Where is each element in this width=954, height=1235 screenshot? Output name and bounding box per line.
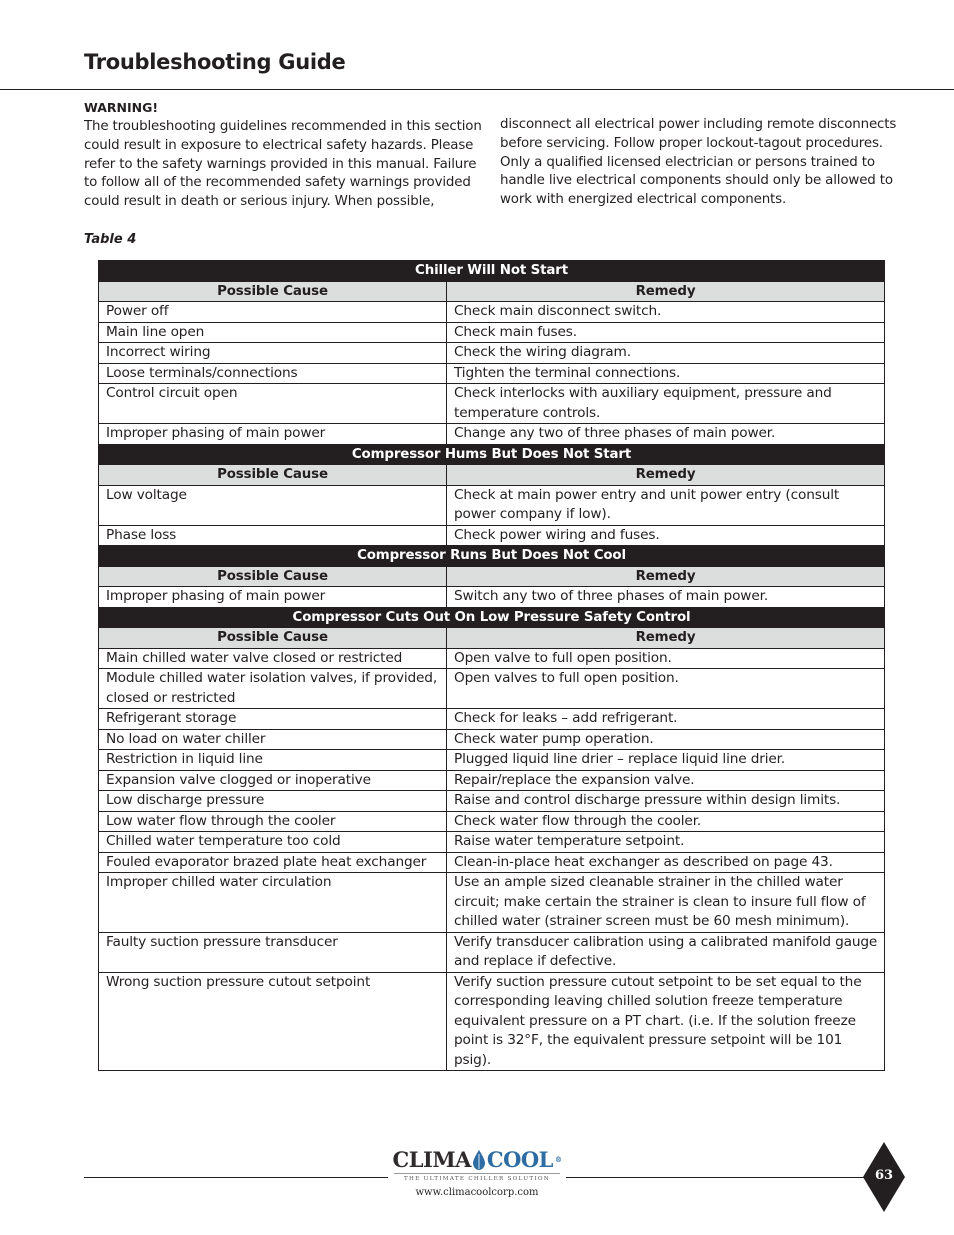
cause-cell: Wrong suction pressure cutout setpoint (99, 972, 447, 1071)
column-header-row (99, 281, 885, 302)
remedy-cell: Check at main power entry and unit power entry (consult power company if low). (447, 485, 885, 525)
table-row (99, 873, 885, 933)
remedy-cell: Plugged liquid line drier – replace liquid line drier. (447, 750, 885, 771)
table-row (99, 932, 885, 972)
section-title: Chiller Will Not Start (99, 261, 885, 282)
table-row (99, 709, 885, 730)
water-drop-icon (473, 1150, 485, 1170)
column-header-possible-cause: Possible Cause (99, 628, 447, 649)
page-title: Troubleshooting Guide (84, 50, 346, 74)
footer-divider-left (84, 1177, 388, 1178)
cause-cell: Phase loss (99, 525, 447, 546)
troubleshooting-table (98, 260, 885, 1071)
remedy-cell: Check water flow through the cooler. (447, 811, 885, 832)
logo-tagline: THE ULTIMATE CHILLER SOLUTION (394, 1173, 560, 1182)
cause-cell: Refrigerant storage (99, 709, 447, 730)
cause-cell: Module chilled water isolation valves, if provided, closed or restricted (99, 669, 447, 709)
table-row (99, 363, 885, 384)
remedy-cell: Check interlocks with auxiliary equipment, pressure and temperature controls. (447, 384, 885, 424)
warning-text-column-1: The troubleshooting guidelines recommended in this section could result in exposure to electrical safety hazards. Please refer to the safety warnings provided in this manual. Failure to follow all of the recommended safety warnings provided could result in death or serious injury. When possible, (84, 119, 482, 210)
remedy-cell: Use an ample sized cleanable strainer in the chilled water circuit; make certain the strainer is clean to insure full flow of chilled water (strainer screen must be 60 mesh minimum). (447, 873, 885, 933)
column-header-possible-cause: Possible Cause (99, 465, 447, 486)
section-title: Compressor Cuts Out On Low Pressure Safety Control (99, 607, 885, 628)
remedy-cell: Check power wiring and fuses. (447, 525, 885, 546)
table-caption: Table 4 (84, 232, 137, 247)
cause-cell: Low voltage (99, 485, 447, 525)
table-row (99, 729, 885, 750)
page-number: 63 (874, 1168, 894, 1183)
remedy-cell: Verify suction pressure cutout setpoint to be set equal to the corresponding leaving chilled solution freeze temperature equivalent pressure on a PT chart. (i.e. If the solution freeze point is 32°F, the equivalent pressure setpoint will be 101 psig). (447, 972, 885, 1071)
section-header-row (99, 546, 885, 567)
table-row (99, 750, 885, 771)
column-header-row (99, 628, 885, 649)
table-row (99, 302, 885, 323)
cause-cell: Fouled evaporator brazed plate heat exchanger (99, 852, 447, 873)
footer-divider-right (566, 1177, 864, 1178)
column-header-remedy: Remedy (447, 465, 885, 486)
column-header-remedy: Remedy (447, 566, 885, 587)
section-title: Compressor Runs But Does Not Cool (99, 546, 885, 567)
column-header-row (99, 566, 885, 587)
table-row (99, 832, 885, 853)
table-row (99, 669, 885, 709)
cause-cell: Restriction in liquid line (99, 750, 447, 771)
table-row (99, 972, 885, 1071)
cause-cell: Incorrect wiring (99, 343, 447, 364)
table-row (99, 587, 885, 608)
column-header-possible-cause: Possible Cause (99, 566, 447, 587)
remedy-cell: Open valves to full open position. (447, 669, 885, 709)
section-header-row (99, 607, 885, 628)
cause-cell: Chilled water temperature too cold (99, 832, 447, 853)
remedy-cell: Switch any two of three phases of main power. (447, 587, 885, 608)
remedy-cell: Check main fuses. (447, 322, 885, 343)
cause-cell: Main chilled water valve closed or restricted (99, 648, 447, 669)
remedy-cell: Repair/replace the expansion valve. (447, 770, 885, 791)
remedy-cell: Check the wiring diagram. (447, 343, 885, 364)
column-header-remedy: Remedy (447, 628, 885, 649)
remedy-cell: Check water pump operation. (447, 729, 885, 750)
section-header-row (99, 261, 885, 282)
column-header-remedy: Remedy (447, 281, 885, 302)
remedy-cell: Raise and control discharge pressure within design limits. (447, 791, 885, 812)
cause-cell: Low discharge pressure (99, 791, 447, 812)
table-row (99, 322, 885, 343)
cause-cell: Control circuit open (99, 384, 447, 424)
table-row (99, 791, 885, 812)
cause-cell: Power off (99, 302, 447, 323)
warning-label: WARNING! (84, 100, 159, 115)
column-header-possible-cause: Possible Cause (99, 281, 447, 302)
remedy-cell: Verify transducer calibration using a calibrated manifold gauge and replace if defective. (447, 932, 885, 972)
cause-cell: Expansion valve clogged or inoperative (99, 770, 447, 791)
remedy-cell: Check main disconnect switch. (447, 302, 885, 323)
table-row (99, 525, 885, 546)
remedy-cell: Change any two of three phases of main power. (447, 424, 885, 445)
table-row (99, 770, 885, 791)
logo-text-clima: CLIMA (392, 1147, 471, 1172)
remedy-cell: Tighten the terminal connections. (447, 363, 885, 384)
remedy-cell: Open valve to full open position. (447, 648, 885, 669)
cause-cell: Main line open (99, 322, 447, 343)
troubleshooting-table-body (99, 261, 885, 1071)
remedy-cell: Clean-in-place heat exchanger as described on page 43. (447, 852, 885, 873)
cause-cell: Low water flow through the cooler (99, 811, 447, 832)
table-row (99, 852, 885, 873)
section-title: Compressor Hums But Does Not Start (99, 444, 885, 465)
table-row (99, 343, 885, 364)
cause-cell: Faulty suction pressure transducer (99, 932, 447, 972)
section-header-row (99, 444, 885, 465)
cause-cell: Loose terminals/connections (99, 363, 447, 384)
cause-cell: No load on water chiller (99, 729, 447, 750)
title-divider (0, 89, 954, 90)
table-row (99, 485, 885, 525)
table-row (99, 424, 885, 445)
registered-mark: ® (554, 1155, 562, 1164)
cause-cell: Improper chilled water circulation (99, 873, 447, 933)
table-row (99, 648, 885, 669)
remedy-cell: Raise water temperature setpoint. (447, 832, 885, 853)
table-row (99, 384, 885, 424)
column-header-row (99, 465, 885, 486)
remedy-cell: Check for leaks – add refrigerant. (447, 709, 885, 730)
table-row (99, 811, 885, 832)
cause-cell: Improper phasing of main power (99, 424, 447, 445)
website-url: www.climacoolcorp.com (415, 1187, 539, 1198)
company-logo (388, 1147, 566, 1198)
cause-cell: Improper phasing of main power (99, 587, 447, 608)
warning-text-column-2: disconnect all electrical power including remote disconnects before servicing. Follow proper lockout-tagout procedures. Only a qualified licensed electrician or persons trained to handle live electrical components should only be allowed to work with energized electrical components. (500, 117, 897, 208)
logo-text-cool: COOL (486, 1147, 553, 1172)
